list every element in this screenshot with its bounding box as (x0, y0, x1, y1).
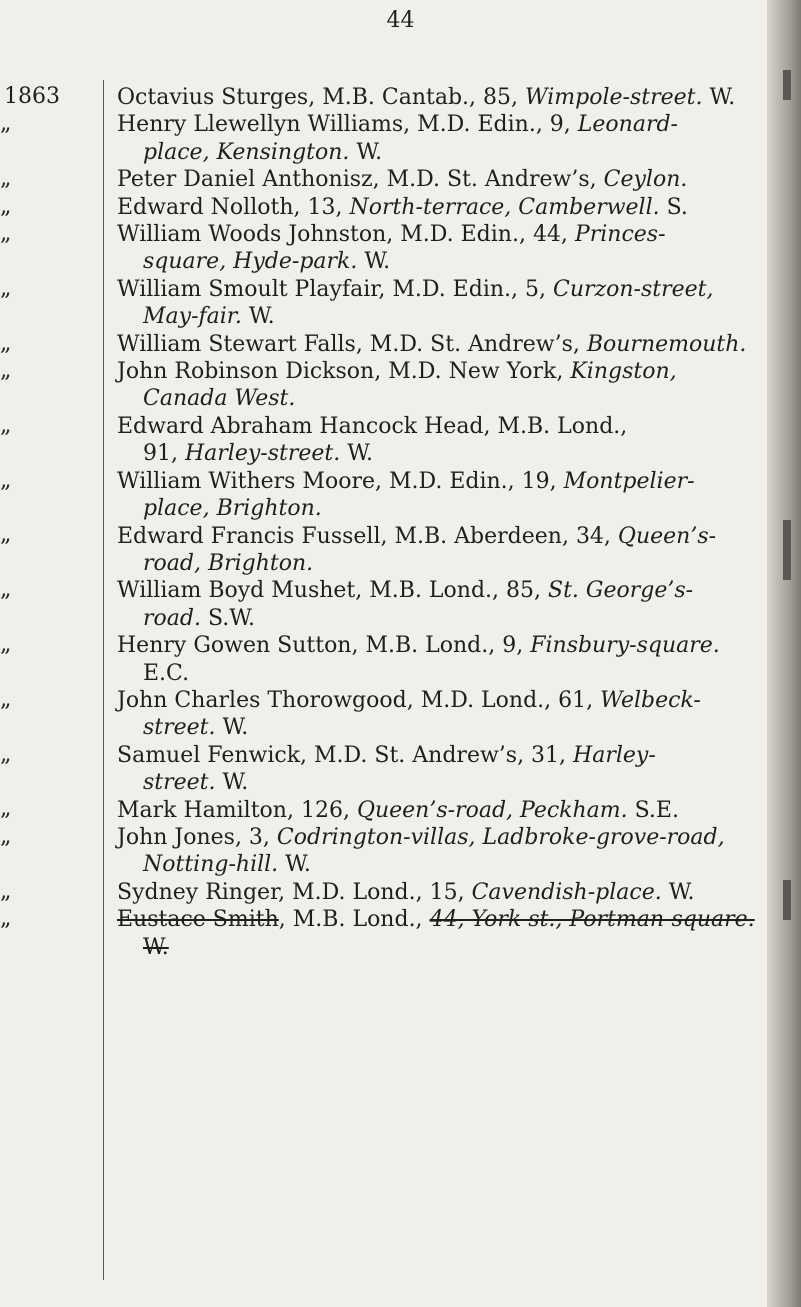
entry-line (117, 276, 762, 303)
entry-line (117, 468, 762, 495)
entry-text: William Boyd Mushet, M.B. Lond., 85, (117, 578, 548, 604)
edge-mark (783, 520, 791, 580)
entry-text: Harley-street. (184, 441, 341, 467)
ditto-mark: „ (0, 111, 13, 137)
entry-line (117, 303, 762, 330)
entry-line (117, 84, 762, 111)
entry-text: Samuel Fenwick, M.D. St. Andrew’s, 31, (117, 742, 574, 768)
entry-line (117, 385, 762, 412)
entry-line (117, 111, 762, 138)
ditto-mark: „ (0, 906, 13, 931)
entry-text: W. (340, 441, 374, 467)
register-entry (117, 221, 762, 276)
entry-text: Henry Llewellyn Williams, M.D. Edin., 9, (117, 112, 578, 138)
entry-text: W. (349, 139, 383, 165)
ditto-mark: „ (0, 330, 13, 356)
register-entry (117, 358, 762, 413)
entry-text: E.C. (143, 660, 190, 686)
ditto-mark: „ (0, 686, 13, 712)
entry-text: road, Brighton. (143, 550, 314, 576)
register-entry (117, 276, 762, 331)
register-entry (117, 632, 762, 687)
entry-text: John Charles Thorowgood, M.D. Lond., 61, (117, 687, 601, 713)
entry-text: Eustace Smith (117, 907, 279, 933)
register-entry (117, 331, 762, 358)
entry-line (117, 714, 762, 741)
entry-text: William Woods Johnston, M.D. Edin., 44, (117, 222, 575, 248)
entry-line (117, 358, 762, 385)
ditto-mark: „ (0, 467, 13, 493)
register-entry (117, 194, 762, 221)
entry-line (117, 632, 762, 659)
entry-text: Notting-hill. (143, 852, 279, 878)
entry-text: John Robinson Dickson, M.D. New York, (117, 359, 571, 385)
entry-text: road. (143, 605, 201, 631)
ditto-mark: „ (0, 275, 13, 301)
register-entry (117, 906, 762, 961)
ditto-mark: „ (0, 577, 13, 603)
register-entry (117, 687, 762, 742)
page-number: 44 (386, 8, 415, 33)
register-entry (117, 577, 762, 632)
register-entry (117, 824, 762, 879)
entry-text: S. (659, 194, 688, 220)
entry-text: May-fair. (143, 304, 242, 330)
entry-text: W. (357, 249, 391, 275)
register-entry (117, 742, 762, 797)
register-entry (117, 111, 762, 166)
entry-line (117, 879, 762, 906)
entry-text: Mark Hamilton, 126, (117, 797, 357, 823)
entry-line (117, 769, 762, 796)
entry-text: W. (661, 879, 695, 905)
entry-text: Edward Francis Fussell, M.B. Aberdeen, 34, (117, 523, 618, 549)
register-entry (117, 413, 762, 468)
ditto-mark: „ (0, 632, 13, 657)
register-entry (117, 879, 762, 906)
entry-text: John Jones, 3, (117, 824, 277, 850)
register-entry (117, 468, 762, 523)
entry-text: Octavius Sturges, M.B. Cantab., 85, (117, 85, 525, 110)
entry-text: Peter Daniel Anthonisz, M.D. St. Andrew’s, (117, 167, 604, 193)
entry-text: S.E. (627, 797, 679, 823)
column-rule (103, 80, 104, 1280)
ditto-mark: „ (0, 741, 13, 767)
ditto-mark: „ (0, 522, 13, 548)
entry-text: square, Hyde-park. (143, 249, 358, 275)
page-edge (767, 0, 801, 1307)
entry-text: North-terrace, Camberwell. (349, 194, 660, 220)
entry-text: W. (143, 934, 169, 960)
entry-text: place, Kensington. (143, 139, 350, 165)
entry-text: W. (702, 85, 736, 110)
entry-text: W. (241, 304, 275, 330)
entry-text: street. (143, 770, 216, 796)
entry-text: street. (143, 715, 216, 741)
entry-text: Harley- (573, 742, 656, 768)
register-entry (117, 523, 762, 578)
entry-text: Sydney Ringer, M.D. Lond., 15, (117, 879, 472, 905)
entry-text: William Stewart Falls, M.D. St. Andrew’s, (117, 331, 587, 357)
entry-text: Canada West. (143, 386, 296, 412)
entry-text: Leonard- (577, 112, 678, 138)
ditto-mark: „ (0, 193, 13, 219)
ditto-mark: „ (0, 412, 13, 438)
entry-text: Edward Abraham Hancock Head, M.B. Lond., (117, 413, 628, 439)
entry-line (117, 413, 762, 440)
entry-line (117, 194, 762, 221)
entry-line (117, 742, 762, 769)
entry-text: Princes- (574, 222, 666, 248)
entry-text: William Smoult Playfair, M.D. Edin., 5, (117, 276, 553, 302)
entry-text: Queen’s- (617, 523, 717, 549)
edge-mark (783, 70, 791, 100)
entry-line (117, 851, 762, 878)
entry-text: William Withers Moore, M.D. Edin., 19, (117, 468, 564, 494)
entry-line (117, 550, 762, 577)
entry-text: S.W. (200, 605, 256, 631)
ditto-mark: „ (0, 796, 13, 822)
ditto-mark: „ (0, 166, 13, 192)
entry-text: Wimpole-street. (525, 85, 703, 110)
entry-line (117, 221, 762, 248)
entry-text: Cavendish-place. (471, 879, 662, 905)
entry-text: St. George’s- (548, 578, 694, 604)
entry-text: W. (215, 770, 249, 796)
entry-text: Ceylon. (603, 167, 688, 193)
ditto-mark: „ (0, 358, 13, 383)
entry-text: Henry Gowen Sutton, M.B. Lond., 9, (117, 633, 531, 659)
ditto-mark: „ (0, 823, 13, 849)
ditto-mark: „ (0, 221, 13, 246)
entry-line (117, 440, 762, 467)
entry-text: Edward Nolloth, 13, (117, 194, 350, 220)
entry-line (117, 166, 762, 193)
entry-line (117, 934, 762, 961)
entry-line (117, 139, 762, 166)
entry-text: Codrington-villas, Ladbroke-grove-road, (276, 824, 725, 850)
entry-line (117, 495, 762, 522)
entry-text: Montpelier- (563, 468, 695, 494)
entry-line (117, 906, 762, 933)
entry-text: Finsbury-square. (530, 633, 720, 659)
entry-text: Welbeck- (600, 687, 701, 713)
entry-line (117, 605, 762, 632)
register-entry (117, 166, 762, 193)
year-label: 1863 (4, 84, 60, 109)
entry-line (117, 660, 762, 687)
entry-text: place, Brighton. (143, 496, 322, 522)
entry-text: Curzon-street, (553, 276, 714, 302)
entry-text: 91, (143, 441, 185, 467)
ditto-mark: „ (0, 878, 13, 904)
entry-line (117, 248, 762, 275)
entry-line (117, 797, 762, 824)
entry-text: 44, York-st., Portman-square. (429, 907, 755, 933)
edge-mark (783, 880, 791, 920)
entry-text: , M.B. Lond., (278, 907, 430, 933)
entry-list (117, 84, 762, 961)
entry-text: Bournemouth. (586, 331, 747, 357)
entry-line (117, 523, 762, 550)
entry-text: Kingston, (570, 359, 677, 385)
entry-text: Queen’s-road, Peckham. (356, 797, 628, 823)
entry-line (117, 687, 762, 714)
register-entry (117, 797, 762, 824)
entry-line (117, 577, 762, 604)
entry-text: W. (215, 715, 249, 741)
register-entry (117, 84, 762, 111)
entry-line (117, 331, 762, 358)
entry-text: W. (278, 852, 311, 878)
entry-line (117, 824, 762, 851)
